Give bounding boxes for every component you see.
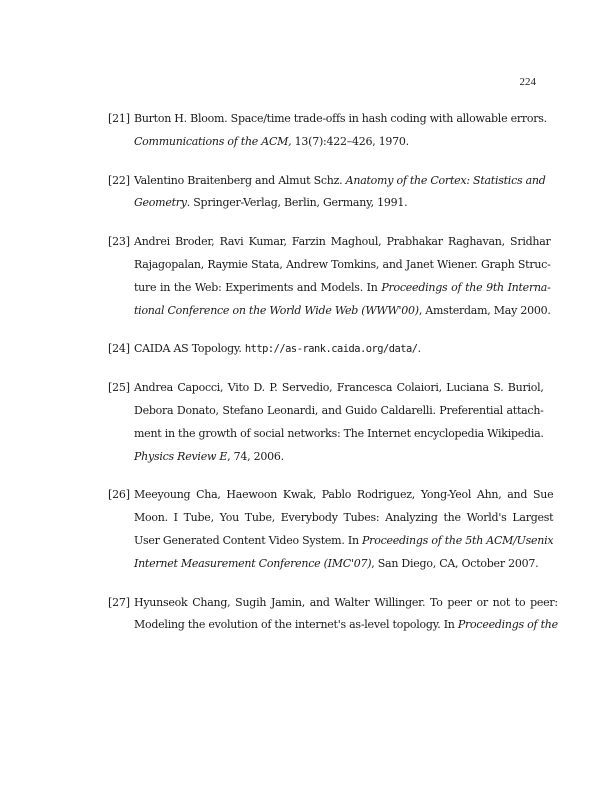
reference-url[interactable]: http://as-rank.caida.org/data/ <box>244 343 418 356</box>
reference-list <box>108 108 558 653</box>
reference-line <box>134 592 558 615</box>
reference-segment: Moon. I Tube, You Tube, Everybody Tubes: Analyzing the World's Largest <box>134 511 554 525</box>
reference-italic-text: Internet Measurement Conference (IMC'07) <box>134 556 372 570</box>
reference-line <box>134 108 547 131</box>
reference-line <box>134 446 544 469</box>
page-number: 224 <box>519 76 536 88</box>
reference-number: [26] <box>108 488 130 502</box>
reference-segment: Andrea Capocci, Vito D. P. Servedio, Francesca Colaiori, Luciana S. Buriol, <box>134 381 544 395</box>
reference-number: [21] <box>108 112 130 125</box>
reference-number: [24] <box>108 342 130 356</box>
reference-italic-text: tional Conference on the World Wide Web (WWW'00) <box>134 303 419 317</box>
reference-line <box>134 484 553 507</box>
reference-line <box>134 530 553 553</box>
reference-italic-text: Proceedings of the <box>457 618 558 632</box>
reference-segment: Valentino Braitenberg and Almut Schz. <box>134 173 346 187</box>
reference-segment: Debora Donato, Stefano Leonardi, and Guido Caldarelli. Preferential attach- <box>134 403 544 417</box>
reference-line <box>134 131 547 154</box>
reference-text <box>134 377 544 468</box>
reference-line <box>134 170 546 193</box>
reference-italic-text: Proceedings of the 5th ACM/Usenix <box>362 533 554 547</box>
reference-segment: 13(7):422–426, 1970. <box>291 134 409 148</box>
reference-entry <box>108 170 546 216</box>
reference-segment: , San Diego, CA, October 2007. <box>371 556 539 570</box>
reference-line <box>134 192 546 215</box>
reference-italic-text: Proceedings of the 9th Interna- <box>381 280 551 294</box>
reference-line <box>134 338 538 361</box>
reference-line <box>134 614 558 637</box>
reference-line <box>134 254 551 277</box>
reference-segment: Rajagopalan, Raymie Stata, Andrew Tomkins, and Janet Wiener. Graph Struc- <box>134 257 551 271</box>
reference-segment: ture in the Web: Experiments and Models. In <box>134 280 382 294</box>
reference-number: [22] <box>108 173 130 187</box>
reference-line <box>134 377 544 400</box>
reference-entry <box>108 484 554 575</box>
reference-number: [25] <box>108 381 130 395</box>
reference-segment: . Springer-Verlag, Berlin, Germany, 1991. <box>186 196 408 210</box>
reference-italic-text: Geometry <box>134 196 187 210</box>
reference-entry <box>108 231 551 322</box>
reference-segment: Andrei Broder, Ravi Kumar, Farzin Maghoul, Prabhakar Raghavan, Sridhar <box>134 235 551 249</box>
reference-text <box>134 108 547 154</box>
reference-italic-text: Communications of the ACM, <box>134 134 292 148</box>
reference-line <box>134 300 551 323</box>
reference-segment: Modeling the evolution of the internet's as-level topology. In <box>134 618 458 632</box>
reference-segment: Burton H. Bloom. Space/time trade-offs in hash coding with allowable errors. <box>134 112 547 125</box>
reference-italic-text: Physics Review E <box>134 449 228 463</box>
reference-segment: Meeyoung Cha, Haewoon Kwak, Pablo Rodriguez, Yong-Yeol Ahn, and Sue <box>134 488 554 502</box>
reference-segment: , Amsterdam, May 2000. <box>418 303 551 317</box>
reference-text <box>134 338 538 361</box>
reference-text <box>134 592 558 638</box>
reference-number: [27] <box>108 595 130 609</box>
reference-line <box>134 400 544 423</box>
reference-segment: Hyunseok Chang, Sugih Jamin, and Walter Willinger. To peer or not to peer: <box>134 595 558 609</box>
reference-line <box>134 277 551 300</box>
reference-entry <box>108 377 544 468</box>
reference-segment: User Generated Content Video System. In <box>134 533 363 547</box>
reference-segment: CAIDA AS Topology. <box>134 342 245 356</box>
reference-entry <box>108 338 538 361</box>
reference-number: [23] <box>108 235 130 249</box>
reference-segment: . <box>417 342 421 356</box>
reference-text <box>134 231 551 322</box>
reference-italic-text: Anatomy of the Cortex: Statistics and <box>345 173 546 187</box>
reference-segment: ment in the growth of social networks: The Internet encyclopedia Wikipedia. <box>134 426 544 440</box>
reference-line <box>134 423 544 446</box>
reference-entry <box>108 108 547 154</box>
reference-entry <box>108 592 558 638</box>
reference-line <box>134 553 553 576</box>
reference-line <box>134 231 551 254</box>
reference-text <box>134 484 553 575</box>
reference-line <box>134 507 553 530</box>
reference-segment: , 74, 2006. <box>227 449 284 463</box>
reference-text <box>134 170 546 216</box>
